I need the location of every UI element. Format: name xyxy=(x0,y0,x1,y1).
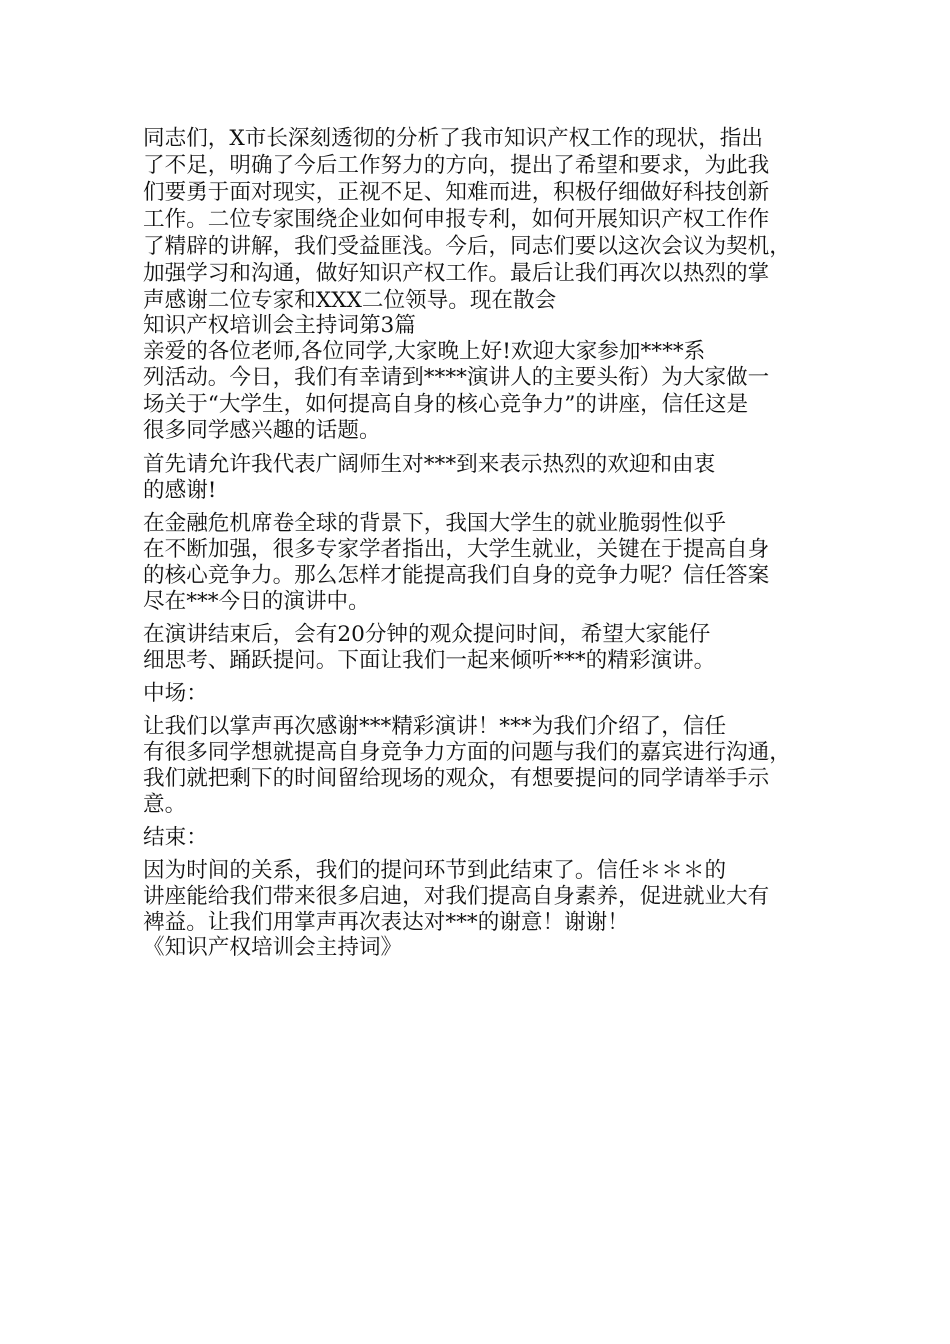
text-line: 裨益。让我们用掌声再次表达对***的谢意！谢谢！ xyxy=(143,910,629,935)
text-line: 因为时间的关系，我们的提问环节到此结束了。信任＊＊＊的 xyxy=(143,858,727,883)
text-line: 在演讲结束后，会有20分钟的观众提问时间，希望大家能仔 xyxy=(143,622,711,647)
text-line: 声感谢二位专家和XXX二位领导。现在散会 xyxy=(143,288,557,313)
text-line: 列活动。今日，我们有幸请到****演讲人的主要头衔）为大家做一 xyxy=(143,365,770,390)
text-line: 的感谢! xyxy=(143,478,217,503)
text-line: 中场： xyxy=(143,681,208,706)
text-line: 工作。二位专家围绕企业如何申报专利，如何开展知识产权工作作 xyxy=(143,207,770,232)
text-line: 了精辟的讲解，我们受益匪浅。今后，同志们要以这次会议为契机， xyxy=(143,234,791,259)
text-line: 亲爱的各位老师,各位同学,大家晚上好!欢迎大家参加****系 xyxy=(143,339,706,364)
text-line: 细思考、踊跃提问。下面让我们一起来倾听***的精彩演讲。 xyxy=(143,648,716,673)
text-line: 首先请允许我代表广阔师生对***到来表示热烈的欢迎和由衷 xyxy=(143,452,716,477)
text-line: 同志们，X市长深刻透彻的分析了我市知识产权工作的现状，指出 xyxy=(143,126,763,151)
text-line: 有很多同学想就提高自身竞争力方面的问题与我们的嘉宾进行沟通， xyxy=(143,740,791,765)
text-line: 很多同学感兴趣的话题。 xyxy=(143,418,381,443)
text-line: 们要勇于面对现实，正视不足、知难而进，积极仔细做好科技创新 xyxy=(143,180,770,205)
text-line: 讲座能给我们带来很多启迪，对我们提高自身素养，促进就业大有 xyxy=(143,884,770,909)
text-line: 加强学习和沟通，做好知识产权工作。最后让我们再次以热烈的掌 xyxy=(143,261,770,286)
text-line: 尽在***今日的演讲中。 xyxy=(143,589,370,614)
text-line: 结束： xyxy=(143,825,208,850)
text-line: 我们就把剩下的时间留给现场的观众，有想要提问的同学请举手示 xyxy=(143,766,770,791)
text-line: 在不断加强，很多专家学者指出，大学生就业，关键在于提高自身 xyxy=(143,537,770,562)
document-title-footer: 《知识产权培训会主持词》 xyxy=(143,935,403,960)
text-line: 的核心竞争力。那么怎样才能提高我们自身的竞争力呢？信任答案 xyxy=(143,563,770,588)
section-heading: 知识产权培训会主持词第3篇 xyxy=(143,313,416,338)
text-line: 意。 xyxy=(143,792,187,817)
text-line: 在金融危机席卷全球的背景下，我国大学生的就业脆弱性似乎 xyxy=(143,511,727,536)
text-line: 了不足，明确了今后工作努力的方向，提出了希望和要求，为此我 xyxy=(143,153,770,178)
text-line: 让我们以掌声再次感谢***精彩演讲！***为我们介绍了，信任 xyxy=(143,714,727,739)
text-line: 场关于“大学生，如何提高自身的核心竞争力”的讲座，信任这是 xyxy=(143,392,749,417)
